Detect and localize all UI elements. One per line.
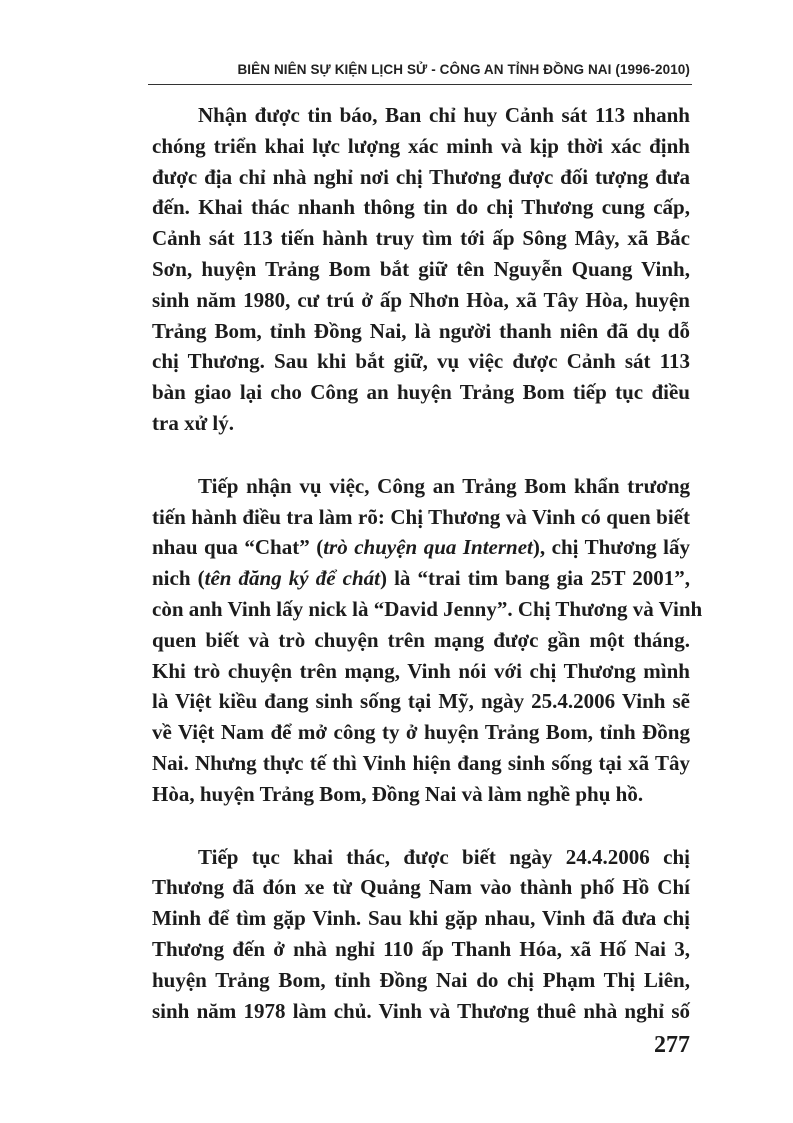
text-segment: về Việt Nam để mở công ty ở huyện Trảng Bom, tỉnh Đồng xyxy=(152,720,690,745)
text-line xyxy=(152,903,690,934)
text-line xyxy=(152,285,690,316)
paragraph xyxy=(152,471,703,810)
paragraph xyxy=(152,100,690,439)
text-segment: nich ( xyxy=(152,566,205,591)
text-line xyxy=(152,254,690,285)
text-segment: Thương đã đón xe từ Quảng Nam vào thành phố Hồ Chí xyxy=(152,875,690,900)
text-segment: sinh năm 1980, cư trú ở ấp Nhơn Hòa, xã Tây Hòa, huyện xyxy=(152,287,690,312)
text-segment: Tiếp tục khai thác, được biết ngày 24.4.2006 chị xyxy=(198,844,690,869)
text-segment: ), chị Thương lấy xyxy=(532,535,690,560)
header-rule xyxy=(148,84,692,85)
page-number: 277 xyxy=(654,1032,690,1058)
text-segment: Hòa, huyện Trảng Bom, Đồng Nai và làm nghề phụ hồ. xyxy=(152,781,644,806)
text-line xyxy=(152,563,690,594)
text-segment: Khi trò chuyện trên mạng, Vinh nói với chị Thương mình xyxy=(152,658,690,683)
text-segment: đến. Khai thác nhanh thông tin do chị Thương cung cấp, xyxy=(152,195,690,220)
text-line xyxy=(152,346,690,377)
paragraph xyxy=(152,842,690,1027)
text-line xyxy=(152,872,690,903)
text-line xyxy=(152,965,690,996)
text-segment: bàn giao lại cho Công an huyện Trảng Bom tiếp tục điều xyxy=(152,380,690,405)
running-head: BIÊN NIÊN SỰ KIỆN LỊCH SỬ - CÔNG AN TỈNH ĐỒNG NAI (1996-2010) xyxy=(237,62,690,77)
text-segment: Thương đến ở nhà nghỉ 110 ấp Thanh Hóa, xã Hố Nai 3, xyxy=(152,936,690,961)
text-line xyxy=(152,471,690,502)
text-line xyxy=(152,100,690,131)
italic-text: tên đăng ký để chát xyxy=(204,566,380,591)
text-segment: tra xử lý. xyxy=(152,410,235,435)
text-segment: tiến hành điều tra làm rõ: Chị Thương và Vinh có quen biết xyxy=(152,504,690,529)
text-line xyxy=(152,594,703,625)
text-segment: Tiếp nhận vụ việc, Công an Trảng Bom khẩn trương xyxy=(198,473,690,498)
text-line xyxy=(152,192,690,223)
text-segment: chị Thương. Sau khi bắt giữ, vụ việc được Cảnh sát 113 xyxy=(152,349,690,374)
text-segment: Minh để tìm gặp Vinh. Sau khi gặp nhau, Vinh đã đưa chị xyxy=(152,906,690,931)
text-line xyxy=(152,532,690,563)
text-segment: ) là “trai tim bang gia 25T 2001”, xyxy=(379,566,690,591)
body-text xyxy=(152,100,703,1058)
text-line xyxy=(152,686,690,717)
text-segment: còn anh Vinh lấy nick là “David Jenny”. Chị Thương và Vinh xyxy=(152,596,703,621)
text-line xyxy=(152,377,690,408)
text-segment: được địa chỉ nhà nghỉ nơi chị Thương được đối tượng đưa xyxy=(152,164,690,189)
text-segment: chóng triển khai lực lượng xác minh và kịp thời xác định xyxy=(152,133,690,158)
text-line xyxy=(152,996,690,1027)
text-line xyxy=(152,502,690,533)
text-segment: Nai. Nhưng thực tế thì Vinh hiện đang sinh sống tại xã Tây xyxy=(152,750,690,775)
text-segment: huyện Trảng Bom, tỉnh Đồng Nai do chị Phạm Thị Liên, xyxy=(152,967,690,992)
text-segment: nhau qua “Chat” ( xyxy=(152,535,324,560)
text-line xyxy=(152,779,690,810)
text-line xyxy=(152,131,690,162)
text-segment: Cảnh sát 113 tiến hành truy tìm tới ấp Sông Mây, xã Bắc xyxy=(152,226,690,251)
text-line xyxy=(152,408,690,439)
text-line xyxy=(152,223,690,254)
text-segment: quen biết và trò chuyện trên mạng được gần một tháng. xyxy=(152,627,690,652)
text-line xyxy=(152,316,690,347)
text-line xyxy=(152,162,690,193)
text-line xyxy=(152,625,690,656)
italic-text: trò chuyện qua Internet xyxy=(323,535,533,560)
text-segment: Trảng Bom, tỉnh Đồng Nai, là người thanh niên đã dụ dỗ xyxy=(152,318,690,343)
text-segment: sinh năm 1978 làm chủ. Vinh và Thương thuê nhà nghỉ số xyxy=(152,998,690,1023)
text-line xyxy=(152,842,690,873)
text-line xyxy=(152,717,690,748)
text-segment: Sơn, huyện Trảng Bom bắt giữ tên Nguyễn Quang Vinh, xyxy=(152,256,690,281)
text-segment: Nhận được tin báo, Ban chỉ huy Cảnh sát 113 nhanh xyxy=(198,103,690,127)
text-segment: là Việt kiều đang sinh sống tại Mỹ, ngày 25.4.2006 Vinh sẽ xyxy=(152,689,690,714)
text-line xyxy=(152,656,690,687)
text-line xyxy=(152,934,690,965)
text-line xyxy=(152,748,690,779)
